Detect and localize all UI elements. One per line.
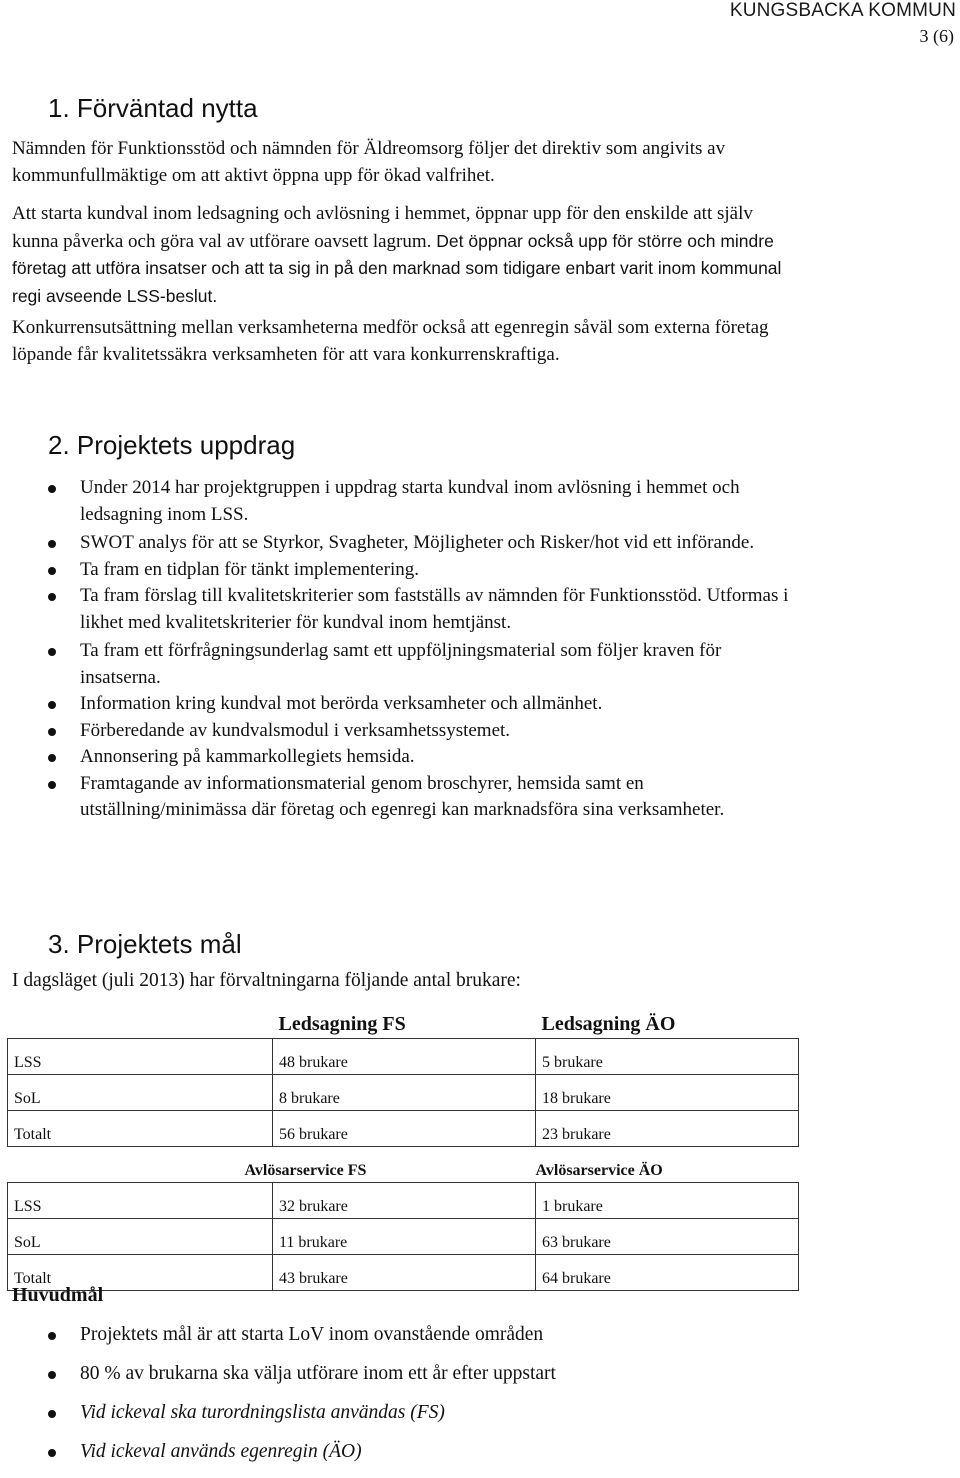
list-item-text: Framtagande av informationsmaterial genom broschyrer, hemsida samt en utställning/minimässa där företag och egenregi kan marknadsföra sina verksamheter. [80,772,725,820]
list-item-text: Förberedande av kundvalsmodul i verksamhetssystemet. [80,719,511,741]
section-heading-expected-benefit: 1. Förväntad nytta [48,93,258,123]
table-cell: 64 brukare [536,1255,799,1291]
paragraph-competition: Konkurrensutsättning mellan verksamheterna medför också att egenregin såväl som externa företag löpande får kvalitetssäkra verksamheten för att vara konkurrenskraftiga. [12,317,769,365]
main-goal-heading: Huvudmål [12,1284,104,1306]
list-item [40,1400,800,1439]
table-row [8,1219,799,1255]
table-header-cell: Ledsagning FS [278,1013,406,1035]
organization-name: KUNGSBACKA KOMMUN [729,0,956,21]
section-heading-assignment: 2. Projektets uppdrag [48,430,296,460]
table-cell: 63 brukare [536,1219,799,1255]
table-cell: 8 brukare [273,1075,536,1111]
table-row [8,1111,799,1147]
list-item [40,1322,800,1361]
list-item [40,691,800,718]
list-item-text: Under 2014 har projektgruppen i uppdrag starta kundval inom avlösning i hemmet och ledsagning inom LSS. [80,477,740,525]
assignment-list [40,475,800,824]
table-header-cell: Avlösarservice FS [244,1162,367,1179]
table-cell: 5 brukare [536,1039,799,1075]
list-item [40,771,800,824]
list-item [40,1361,800,1400]
bullet-icon [48,648,56,656]
bullet-icon [48,593,56,601]
table-cell: 11 brukare [273,1219,536,1255]
table-cell: 32 brukare [273,1183,536,1219]
table-cell: LSS [8,1183,273,1219]
list-item-text: Annonsering på kammarkollegiets hemsida. [80,746,415,767]
table-row [8,1039,799,1075]
table-cell: SoL [8,1075,273,1111]
paragraph-customer-choice-part1: Att starta kundval inom ledsagning och avlösning i hemmet, öppnar upp för den enskilde att själv kunna påverka och göra val av utförare oavsett lagrum. [12,203,753,252]
bullet-icon [48,781,56,789]
list-item [40,1439,800,1478]
table-cell: 23 brukare [536,1111,799,1147]
list-item-text: Ta fram en tidplan för tänkt implementering. [80,558,419,580]
table-cell: 43 brukare [273,1255,536,1291]
list-item-text: Information kring kundval mot berörda verksamheter och allmänhet. [80,693,603,714]
paragraph-customer-choice-part2: Det öppnar också upp för större och mindre företag att utföra insatser och att ta sig in på den marknad som tidigare enbart varit inom kommunal regi avseende LSS-beslut. [12,230,782,306]
table-cell: 48 brukare [273,1039,536,1075]
bullet-icon [48,540,56,548]
section-heading-goals: 3. Projektets mål [48,929,242,959]
list-item-text: SWOT analys för att se Styrkor, Svagheter, Möjligheter och Risker/hot vid ett införande. [80,532,755,553]
table-row [8,1255,799,1291]
bullet-icon [48,701,56,709]
table-cell: Totalt [8,1111,273,1147]
list-item-text: Ta fram förslag till kvalitetskriterier som fastställs av nämnden för Funktionsstöd. Utformas i likhet med kvalitetskriterier för kundval inom hemtjänst. [80,585,789,633]
table-cell: 56 brukare [273,1111,536,1147]
list-item [40,718,800,745]
list-item [40,557,800,584]
list-item-text: Ta fram ett förfrågningsunderlag samt ett uppföljningsmaterial som följer kraven för insatserna. [80,640,722,688]
paragraph-customer-choice [12,201,802,310]
bullet-icon [48,1371,56,1379]
table-cell: 18 brukare [536,1075,799,1111]
bullet-icon [48,1449,56,1457]
table-header-cell [8,1003,273,1039]
page-number: 3 (6) [919,26,954,46]
table-header-cell: Ledsagning ÄO [541,1013,676,1035]
table-cell: LSS [8,1039,273,1075]
bullet-icon [48,1410,56,1418]
table-row [8,1183,799,1219]
list-item [40,638,800,691]
list-item-text: 80 % av brukarna ska välja utförare inom ett år efter uppstart [80,1363,556,1384]
bullet-icon [48,485,56,493]
table-header-row [8,1003,799,1039]
table-cell: Totalt [8,1255,273,1291]
user-count-intro: I dagsläget (juli 2013) har förvaltningarna följande antal brukare: [12,970,521,991]
table-cell: 1 brukare [536,1183,799,1219]
table-row [8,1075,799,1111]
table-header-cell: Avlösarservice ÄO [535,1162,663,1179]
list-item [40,530,800,557]
bullet-icon [48,754,56,762]
paragraph-directive: Nämnden för Funktionsstöd och nämnden för Äldreomsorg följer det direktiv som angivits av kommunfullmäktige om att aktivt öppna upp för ökad valfrihet. [12,138,726,186]
bullet-icon [48,728,56,736]
list-item [40,583,800,636]
table-cell: SoL [8,1219,273,1255]
bullet-icon [48,567,56,575]
list-item-text: Projektets mål är att starta LoV inom ovanstående områden [80,1324,544,1345]
list-item [40,475,800,528]
list-item [40,744,800,771]
user-count-table [7,1003,799,1291]
list-item-text: Vid ickeval ska turordningslista användas (FS) [80,1402,445,1423]
list-item-text: Vid ickeval används egenregin (ÄO) [80,1441,362,1462]
table-header-cell [8,1147,273,1183]
bullet-icon [48,1332,56,1340]
goal-list [40,1322,800,1478]
table-header-row [8,1147,799,1183]
